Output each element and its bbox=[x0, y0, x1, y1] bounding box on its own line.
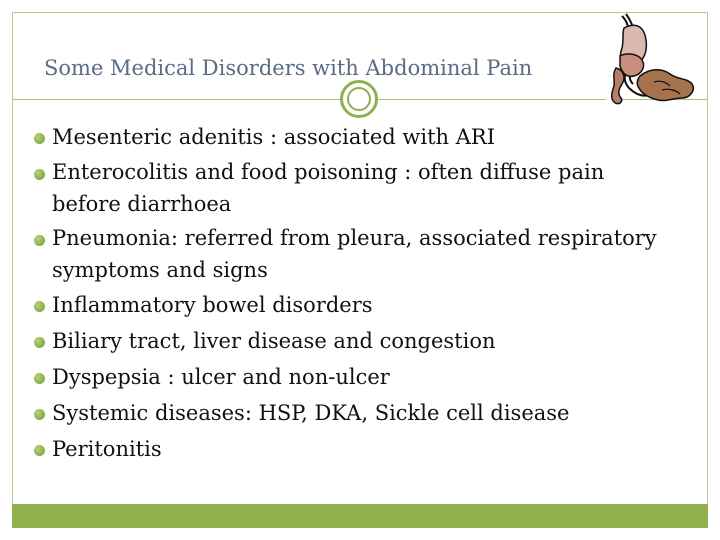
bullet-text: Pneumonia: referred from pleura, associated respiratory symptoms and signs bbox=[52, 226, 657, 282]
bullet-dot-icon bbox=[34, 133, 45, 144]
bullet-dot-icon bbox=[34, 409, 45, 420]
bullet-list bbox=[34, 120, 674, 468]
bullet-text: Peritonitis bbox=[52, 437, 162, 461]
bullet-text: Mesenteric adenitis : associated with ARI bbox=[52, 125, 496, 149]
bullet-text: Inflammatory bowel disorders bbox=[52, 293, 373, 317]
bullet-dot-icon bbox=[34, 373, 45, 384]
bullet-text: Biliary tract, liver disease and congestion bbox=[52, 329, 496, 353]
bullet-item bbox=[34, 288, 674, 322]
slide-title: Some Medical Disorders with Abdominal Pain bbox=[44, 56, 533, 80]
bullet-dot-icon bbox=[34, 445, 45, 456]
bullet-text: Enterocolitis and food poisoning : often diffuse pain before diarrhoea bbox=[52, 160, 605, 216]
stomach-intestine-icon bbox=[604, 12, 696, 108]
bullet-item bbox=[34, 360, 674, 394]
footer-bar bbox=[12, 504, 708, 528]
bullet-item bbox=[34, 432, 674, 466]
bullet-item bbox=[34, 222, 674, 286]
bullet-dot-icon bbox=[34, 337, 45, 348]
bullet-dot-icon bbox=[34, 169, 45, 180]
bullet-text: Dyspepsia : ulcer and non-ulcer bbox=[52, 365, 390, 389]
bullet-item bbox=[34, 156, 674, 220]
bullet-dot-icon bbox=[34, 235, 45, 246]
bullet-dot-icon bbox=[34, 301, 45, 312]
bullet-text: Systemic diseases: HSP, DKA, Sickle cell disease bbox=[52, 401, 570, 425]
bullet-item bbox=[34, 396, 674, 430]
bullet-item bbox=[34, 324, 674, 358]
bullet-item bbox=[34, 120, 674, 154]
divider-circle-ornament bbox=[340, 80, 378, 118]
